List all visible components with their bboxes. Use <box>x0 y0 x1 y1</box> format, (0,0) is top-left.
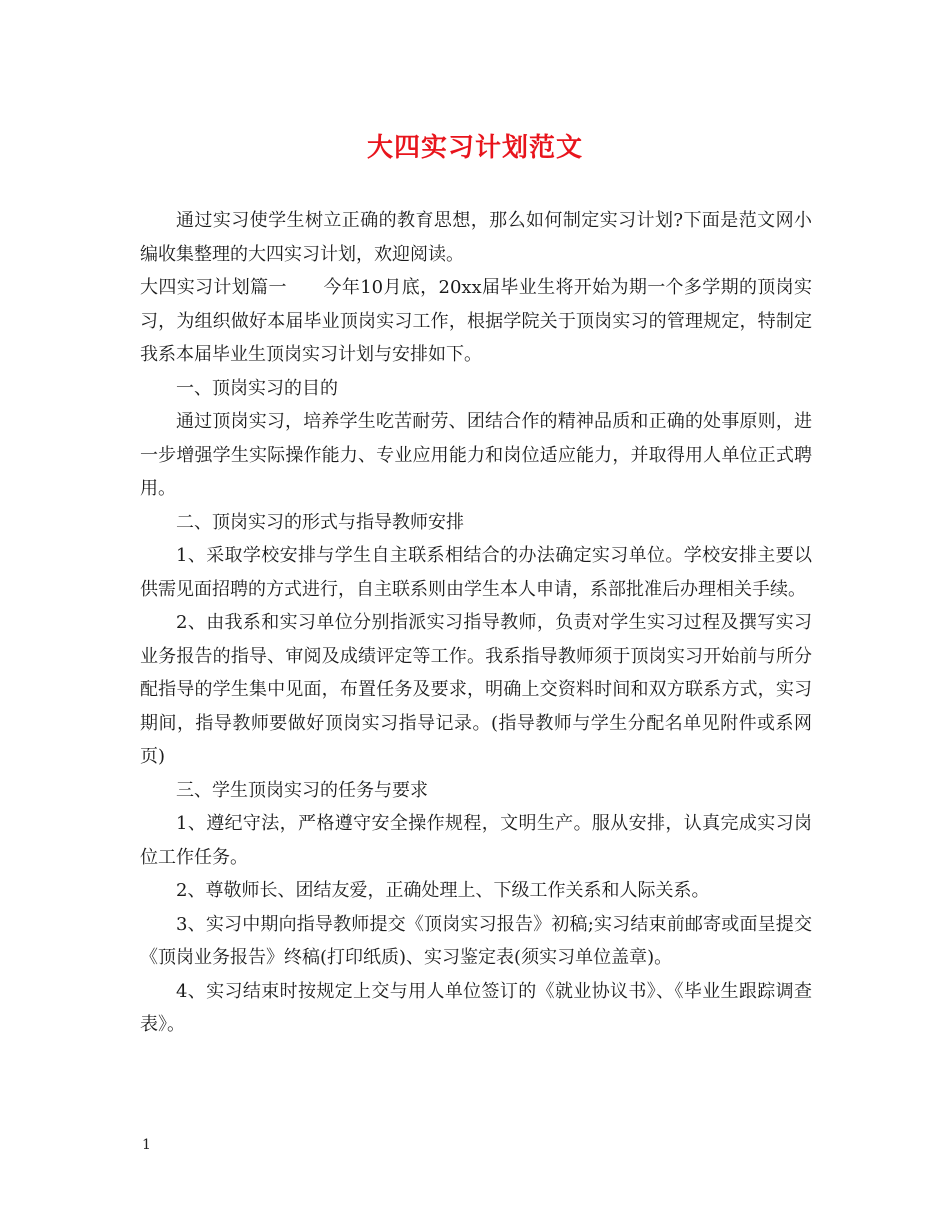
section-heading-purpose: 一、顶岗实习的目的 <box>176 377 338 399</box>
form-item-2: 2、由我系和实习单位分别指派实习指导教师，负责对学生实习过程及撰写实习业务报告的指导、审阅及成绩评定等工作。我系指导教师须于顶岗实习开始前与所分配指导的学生集中见面，布置任务及要求，明确上交资料时间和双方联系方式，实习期间，指导教师要做好顶岗实习指导记录。(指导教师与学生分配名单见附件或系网页) <box>140 612 812 767</box>
intro-paragraph: 通过实习使学生树立正确的教育思想，那么如何制定实习计划?下面是范文网小编收集整理的大四实习计划，欢迎阅读。 <box>140 210 812 265</box>
document-body <box>140 204 812 1042</box>
plan-part-one-paragraph: 大四实习计划篇一 今年10月底，20xx届毕业生将开始为期一个多学期的顶岗实习，为组织做好本届毕业顶岗实习工作，根据学院关于顶岗实习的管理规定，特制定我系本届毕业生顶岗实习计划与安排如下。 <box>140 277 812 365</box>
document-title: 大四实习计划范文 <box>366 133 583 163</box>
form-item-1: 1、采取学校安排与学生自主联系相结合的办法确定实习单位。学校安排主要以供需见面招聘的方式进行，自主联系则由学生本人申请，系部批准后办理相关手续。 <box>140 545 812 600</box>
task-item-3: 3、实习中期向指导教师提交《顶岗实习报告》初稿;实习结束前邮寄或面呈提交《顶岗业务报告》终稿(打印纸质)、实习鉴定表(须实习单位盖章)。 <box>140 913 812 968</box>
task-item-1: 1、遵纪守法，严格遵守安全操作规程，文明生产。服从安排，认真完成实习岗位工作任务。 <box>140 813 812 868</box>
task-item-2: 2、尊敬师长、团结友爱，正确处理上、下级工作关系和人际关系。 <box>176 880 710 901</box>
section-heading-tasks: 三、学生顶岗实习的任务与要求 <box>176 779 428 801</box>
page-number: 1 <box>142 1137 151 1153</box>
section-heading-form: 二、顶岗实习的形式与指导教师安排 <box>176 511 464 533</box>
task-item-4: 4、实习结束时按规定上交与用人单位签订的《就业协议书》、《毕业生跟踪调查表》。 <box>140 980 812 1035</box>
purpose-paragraph: 通过顶岗实习，培养学生吃苦耐劳、团结合作的精神品质和正确的处事原则，进一步增强学生实际操作能力、专业应用能力和岗位适应能力，并取得用人单位正式聘用。 <box>140 411 812 499</box>
